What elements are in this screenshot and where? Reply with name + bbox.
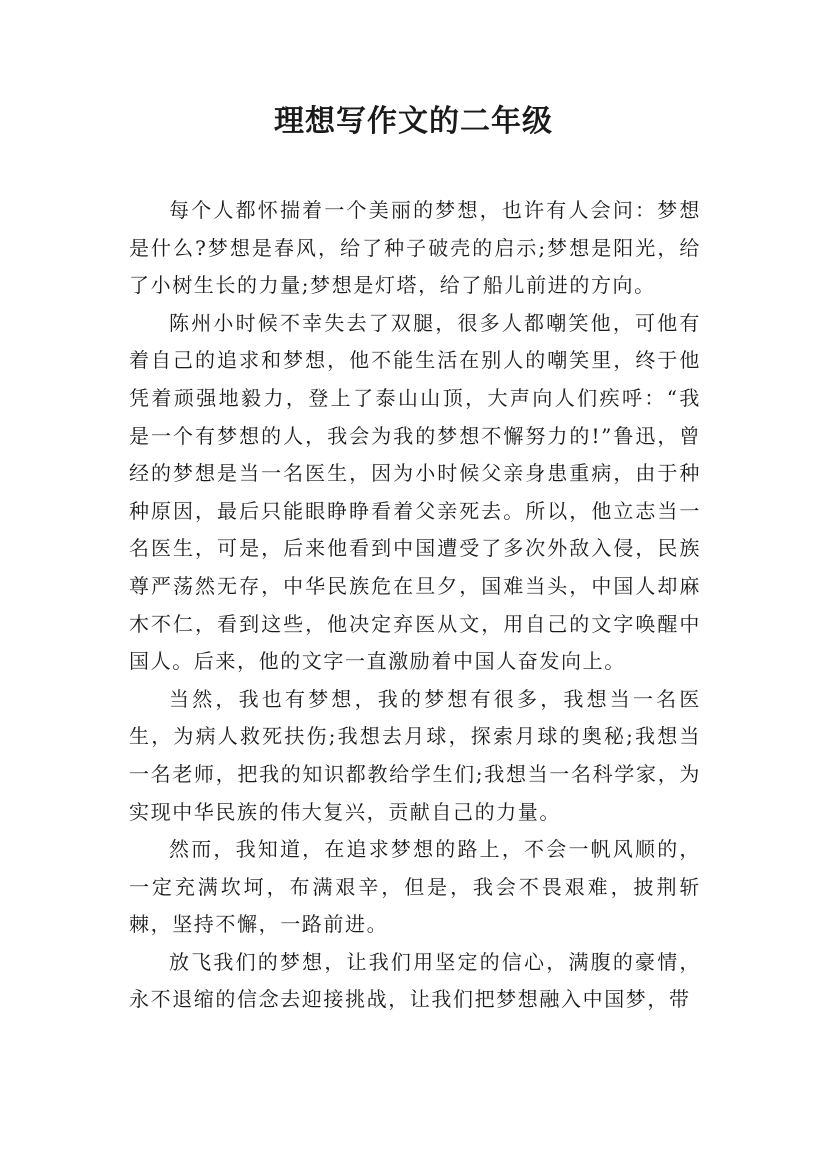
paragraph-4: 然而，我知道，在追求梦想的路上，不会一帆风顺的，一定充满坎坷，布满艰辛，但是，我会不畏艰难，披荆斩棘，坚持不懈，一路前进。 <box>129 837 701 937</box>
paragraph-2: 陈州小时候不幸失去了双腿，很多人都嘲笑他，可他有着自己的追求和梦想，他不能生活在别人的嘲笑里，终于他凭着顽强地毅力，登上了泰山山顶，大声向人们疾呼：“我是一个有梦想的人，我会为我的梦想不懈努力的!”鲁迅，曾经的梦想是当一名医生，因为小时候父亲身患重病，由于种种原因，最后只能眼睁睁看着父亲死去。所以，他立志当一名医生，可是，后来他看到中国遭受了多次外敌入侵，民族尊严荡然无存，中华民族危在旦夕，国难当头，中国人却麻木不仁，看到这些，他决定弃医从文，用自己的文字唤醒中国人。后来，他的文字一直激励着中国人奋发向上。 <box>129 310 701 674</box>
paragraph-3: 当然，我也有梦想，我的梦想有很多，我想当一名医生，为病人救死扶伤;我想去月球，探索月球的奥秘;我想当一名老师，把我的知识都教给学生们;我想当一名科学家，为实现中华民族的伟大复兴，贡献自己的力量。 <box>129 686 701 824</box>
document-body <box>129 192 701 1019</box>
paragraph-5: 放飞我们的梦想，让我们用坚定的信心，满腹的豪情，永不退缩的信念去迎接挑战，让我们把梦想融入中国梦，带 <box>129 949 701 1012</box>
paragraph-1: 每个人都怀揣着一个美丽的梦想，也许有人会问：梦想是什么?梦想是春风，给了种子破壳的启示;梦想是阳光，给了小树生长的力量;梦想是灯塔，给了船儿前进的方向。 <box>129 198 701 298</box>
document-title: 理想写作文的二年级 <box>274 104 553 139</box>
